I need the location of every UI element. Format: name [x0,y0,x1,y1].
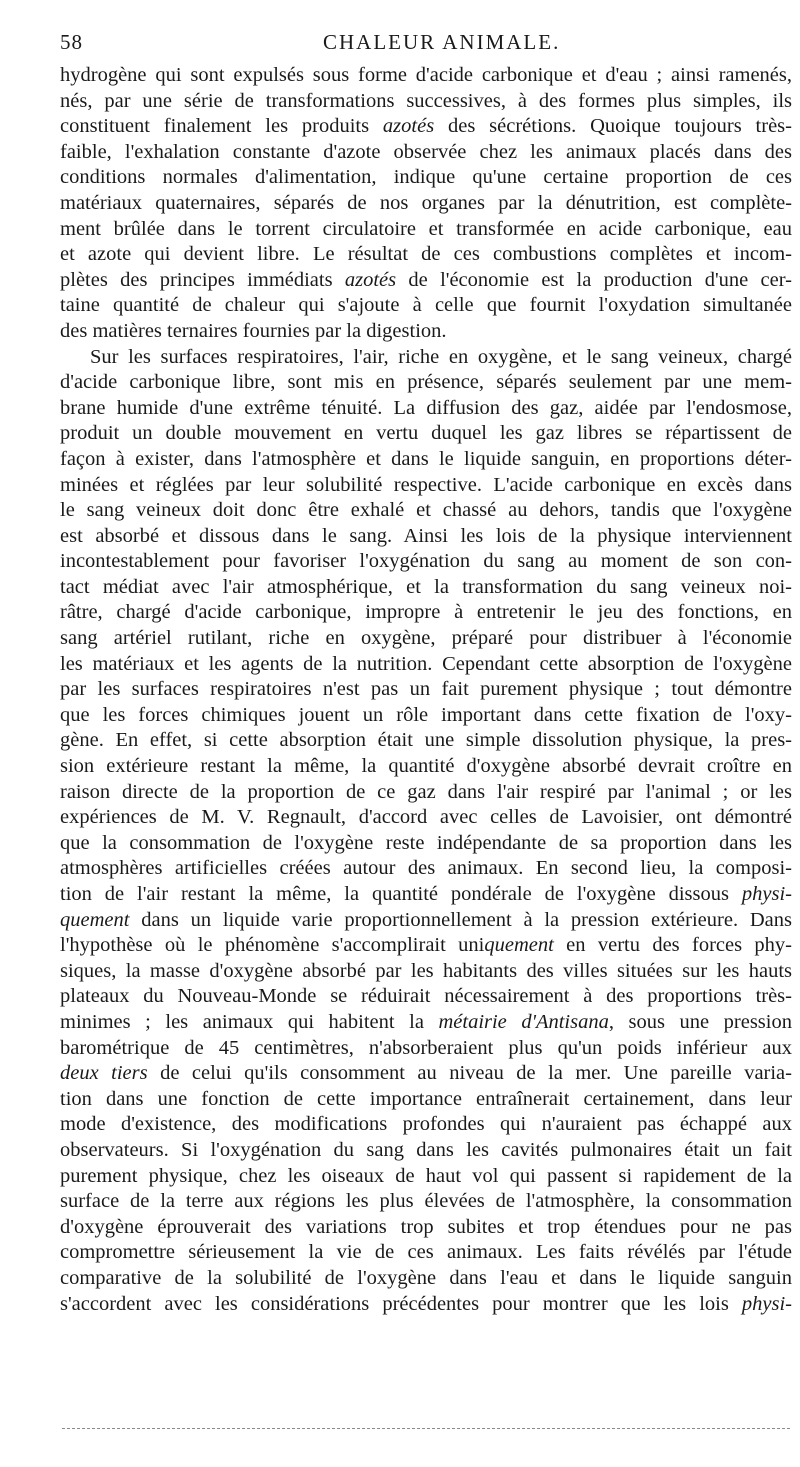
text-line: siques, la masse d'oxygène absorbé par les habitants des villes situées sur les hauts [60,959,792,982]
text-line: d'acide carbonique libre, sont mis en présence, séparés seulement par une mem- [60,371,792,394]
text-line: incontestablement pour favoriser l'oxygénation du sang au moment de son con- [60,550,792,573]
text-line: atmosphères artificielles créées autour des animaux. En second lieu, la composi- [60,857,792,880]
text-line: hydrogène qui sont expulsés sous forme d'acide carbonique et d'eau ; ainsi ramenés, [60,64,792,86]
text-line: expériences de M. V. Regnault, d'accord avec celles de Lavoisier, ont démontré [60,806,792,829]
paragraph-start-line: Sur les surfaces respiratoires, l'air, riche en oxygène, et le sang veineux, chargé [90,345,792,368]
text-line: deux tiers de celui qu'ils consomment au niveau de la mer. Une pareille varia- [60,1062,792,1085]
text-line: sang artériel rutilant, riche en oxygène, préparé pour distribuer à l'économie [60,627,792,650]
paragraph-end-line: des matières ternaires fournies par la digestion. [60,319,447,342]
text-line: l'hypothèse où le phénomène s'accomplirait uniquement en vertu des forces phy- [60,934,792,957]
text-line: brane humide d'une extrême ténuité. La diffusion des gaz, aidée par l'endosmose, [60,396,792,419]
text-line: par les surfaces respiratoires n'est pas un fait purement physique ; tout démontre [60,678,792,701]
text-line: ment brûlée dans le torrent circulatoire et transformée en acide carbonique, eau [60,217,792,240]
text-line: quement dans un liquide varie proportionnellement à la pression extérieure. Dans [60,908,792,931]
text-line: le sang veineux doit donc être exhalé et chassé au dehors, tandis que l'oxygène [60,499,792,522]
text-line: compromettre sérieusement la vie de ces animaux. Les faits révélés par l'étude [60,1241,792,1264]
text-line: façon à exister, dans l'atmosphère et dans le liquide sanguin, en proportions déter- [60,447,792,470]
text-line: minimes ; les animaux qui habitent la métairie d'Antisana, sous une pression [60,1010,792,1033]
text-line: comparative de la solubilité de l'oxygène dans l'eau et dans le liquide sanguin [60,1266,792,1289]
text-line: faible, l'exhalation constante d'azote observée chez les animaux placés dans des [60,140,792,163]
text-line: surface de la terre aux régions les plus élevées de l'atmosphère, la consommation [60,1190,792,1213]
text-line: tion de l'air restant la même, la quantité pondérale de l'oxygène dissous physi- [60,883,792,905]
text-line: mode d'existence, des modifications profondes qui n'auraient pas échappé aux [60,1113,792,1136]
text-line: et azote qui devient libre. Le résultat de ces combustions complètes et incom- [60,243,792,266]
text-line: barométrique de 45 centimètres, n'absorberaient plus qu'un poids inférieur aux [60,1036,792,1059]
text-line: produit un double mouvement en vertu duquel les gaz libres se répartissent de [60,422,792,445]
text-line: nés, par une série de transformations successives, à des formes plus simples, ils [60,89,792,112]
text-line: les matériaux et les agents de la nutrition. Cependant cette absorption de l'oxygène [60,652,792,675]
text-line: raison directe de la proportion de ce gaz dans l'air respiré par l'animal ; or les [60,780,792,803]
text-line: s'accordent avec les considérations précédentes pour montrer que les lois physi- [60,1292,792,1315]
text-line: conditions normales d'alimentation, indique qu'une certaine proportion de ces [60,166,792,189]
page-body [60,63,792,1317]
text-line: taine quantité de chaleur qui s'ajoute à celle que fournit l'oxydation simultanée [60,294,792,317]
page-header [60,30,790,58]
text-line: sion extérieure restant la même, la quantité d'oxygène absorbé devrait croître en [60,755,792,778]
text-line: tact médiat avec l'air atmosphérique, et la transformation du sang veineux noi- [60,575,792,598]
text-line: plateaux du Nouveau-Monde se réduirait nécessairement à des proportions très- [60,985,792,1008]
text-line: purement physique, chez les oiseaux de haut vol qui passent si rapidement de la [60,1164,792,1187]
text-line: constituent finalement les produits azotés des sécrétions. Quoique toujours très- [60,115,792,138]
text-line: que les forces chimiques jouent un rôle important dans cette fixation de l'oxy- [60,703,792,726]
text-line: matériaux quaternaires, séparés de nos organes par la dénutrition, est complète- [60,191,792,214]
text-line: râtre, chargé d'acide carbonique, impropre à entretenir le jeu des fonctions, en [60,601,792,624]
text-line: gène. En effet, si cette absorption était une simple dissolution physique, la pres- [60,729,792,752]
text-line: minées et réglées par leur solubilité respective. L'acide carbonique en excès dans [60,473,792,496]
text-line: tion dans une fonction de cette importance entraînerait certainement, dans leur [60,1087,792,1110]
text-line: plètes des principes immédiats azotés de l'économie est la production d'une cer- [60,268,792,291]
text-line: observateurs. Si l'oxygénation du sang dans les cavités pulmonaires était un fait [60,1138,792,1161]
text-line: d'oxygène éprouverait des variations trop subites et trop étendues pour ne pas [60,1215,792,1238]
text-line: est absorbé et dissous dans le sang. Ainsi les lois de la physique interviennent [60,524,792,547]
text-line: que la consommation de l'oxygène reste indépendante de sa proportion dans les [60,831,792,854]
footer-divider [62,1428,790,1429]
running-title: CHALEUR ANIMALE. [323,30,561,54]
page-number: 58 [60,30,83,54]
